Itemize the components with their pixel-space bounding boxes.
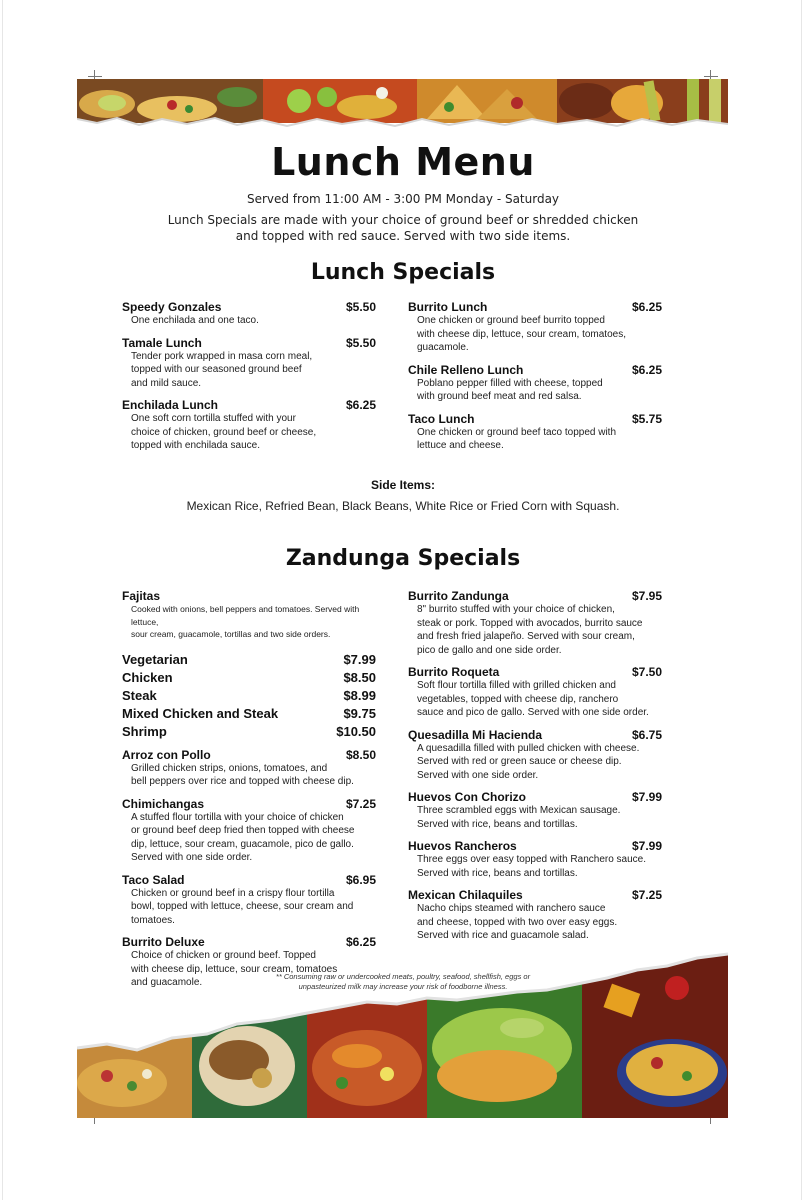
- menu-item-header: [408, 412, 662, 426]
- description-line: and fresh fried jalapeño. Served with sour cream,: [417, 631, 635, 642]
- description-line: One chicken or ground beef burrito topped: [417, 315, 605, 326]
- menu-item-header: [408, 839, 662, 853]
- menu-item-description: [122, 314, 376, 328]
- description-line: sauce and pico de gallo. Served with one side order.: [417, 707, 649, 718]
- description-line: Nacho chips steamed with ranchero sauce: [417, 903, 606, 914]
- menu-item-price: $5.75: [631, 411, 662, 426]
- menu-item: [408, 589, 662, 657]
- fajita-option-name: Shrimp: [122, 724, 167, 740]
- menu-item-description: [122, 350, 376, 391]
- menu-item-description: [408, 603, 662, 657]
- menu-item-price: $6.25: [345, 398, 376, 412]
- fajitas-name: Fajitas: [122, 589, 161, 603]
- description-line: Three scrambled eggs with Mexican sausage.: [417, 805, 621, 816]
- menu-item-name: Quesadilla Mi Hacienda: [408, 727, 543, 742]
- menu-item: [122, 398, 376, 453]
- menu-item-name: Burrito Roqueta: [408, 665, 500, 679]
- menu-item-header: [408, 589, 662, 603]
- menu-item-price: $6.25: [631, 300, 662, 314]
- description-line: dip, lettuce, sour cream, guacamole, pico de gallo.: [131, 838, 354, 850]
- menu-item: [122, 300, 376, 328]
- menu-item-name: Burrito Zandunga: [408, 589, 509, 603]
- description-line: guacamole.: [417, 342, 469, 353]
- description-line: Served with rice and guacamole salad.: [417, 930, 589, 941]
- intro-line-2: and topped with red sauce. Served with two side items.: [235, 229, 571, 243]
- description-line: bell peppers over rice and topped with cheese dip.: [131, 776, 354, 788]
- menu-item-name: Burrito Lunch: [408, 300, 488, 314]
- menu-item: [408, 363, 662, 404]
- menu-item-price: $7.99: [631, 839, 662, 853]
- menu-item-price: $5.50: [345, 300, 376, 314]
- menu-item-price: $7.95: [631, 589, 662, 603]
- menu-item-header: [122, 935, 376, 949]
- description-line: pico de gallo and one side order.: [417, 644, 562, 656]
- description-line: A stuffed flour tortilla with your choice of chicken: [131, 811, 344, 823]
- description-line: Tender pork wrapped in masa corn meal,: [131, 350, 313, 362]
- fajita-option-name: Mixed Chicken and Steak: [122, 706, 279, 722]
- fajita-option-row: [122, 705, 376, 723]
- menu-item-header: [122, 398, 376, 412]
- menu-item-name: Arroz con Pollo: [122, 747, 211, 762]
- menu-item-description: [408, 742, 662, 783]
- fajita-option-name: Steak: [122, 687, 157, 703]
- menu-item-header: [122, 748, 376, 762]
- description-line: steak or pork. Topped with avocados, burrito sauce: [417, 617, 643, 629]
- menu-item-header: [408, 363, 662, 377]
- description-line: with ground beef meat and red salsa.: [417, 391, 582, 402]
- menu-item-name: Speedy Gonzales: [122, 300, 222, 314]
- menu-item-description: [408, 804, 662, 831]
- intro-line-1: Lunch Specials are made with your choice of ground beef or shredded chicken: [167, 213, 639, 227]
- fajitas-options: [122, 651, 376, 742]
- fajita-option-price: $7.99: [343, 651, 376, 667]
- menu-item-name: Chile Relleno Lunch: [408, 362, 524, 377]
- fajita-option-price: $8.99: [343, 687, 376, 703]
- menu-item: [408, 790, 662, 831]
- fajita-option-name: Chicken: [122, 669, 173, 685]
- menu-item-name: Tamale Lunch: [122, 335, 202, 350]
- description-line: Three eggs over easy topped with Ranchero sauce.: [417, 854, 647, 865]
- description-line: topped with our seasoned ground beef: [131, 364, 302, 375]
- menu-item-name: Burrito Deluxe: [122, 935, 205, 950]
- description-line: 8" burrito stuffed with your choice of chicken,: [417, 604, 615, 615]
- menu-item-price: $6.95: [345, 872, 376, 887]
- side-items-title: Side Items:: [370, 478, 436, 492]
- description-line: Served with one side order.: [417, 769, 539, 781]
- menu-item-description: [122, 811, 376, 865]
- menu-item-description: [408, 902, 662, 943]
- menu-item-header: [122, 873, 376, 887]
- menu-item: [122, 748, 376, 789]
- description-line: Served with rice, beans and tortillas.: [417, 867, 578, 879]
- menu-item-name: Huevos Rancheros: [408, 839, 517, 853]
- description-line: Served with red or green sauce or cheese dip.: [417, 756, 622, 767]
- description-line: Served with one side order.: [131, 852, 253, 864]
- menu-item-header: [408, 300, 662, 314]
- menu-item: [122, 873, 376, 928]
- menu-item-name: Taco Salad: [122, 872, 185, 887]
- food-photo-strip-top: [77, 79, 728, 133]
- menu-item: [408, 300, 662, 355]
- menu-item: [408, 839, 662, 880]
- menu-item-header: [122, 336, 376, 350]
- menu-item-header: [408, 888, 662, 902]
- fajita-option-row: [122, 669, 376, 687]
- description-line: vegetables, topped with cheese dip, ranchero: [417, 693, 619, 705]
- description-line: One enchilada and one taco.: [131, 315, 259, 326]
- menu-item-description: [408, 426, 662, 453]
- description-line: or ground beef deep fried then topped with cheese: [131, 825, 355, 837]
- menu-item-header: [408, 665, 662, 679]
- description-line: Soft flour tortilla filled with grilled chicken and: [417, 680, 616, 691]
- description-line: One soft corn tortilla stuffed with your: [131, 413, 296, 424]
- menu-item-header: [408, 728, 662, 742]
- menu-item: [408, 412, 662, 453]
- description-line: with cheese dip, lettuce, sour cream, tomatoes,: [417, 328, 626, 340]
- menu-item-description: [122, 412, 376, 453]
- menu-item: [408, 665, 662, 720]
- description-line: Choice of chicken or ground beef. Topped: [131, 950, 316, 962]
- menu-item: [122, 336, 376, 391]
- menu-item-price: $5.50: [345, 335, 376, 350]
- menu-item-name: Huevos Con Chorizo: [408, 790, 527, 804]
- menu-item-header: [122, 300, 376, 314]
- description-line: One chicken or ground beef taco topped with: [417, 426, 617, 438]
- description-line: A quesadilla filled with pulled chicken with cheese.: [417, 742, 640, 754]
- description-line: and cheese, topped with two over easy eggs.: [417, 916, 618, 928]
- menu-item-description: [408, 314, 662, 355]
- top-food-banner: [77, 79, 728, 133]
- side-items-text: Mexican Rice, Refried Bean, Black Beans, White Rice or Fried Corn with Squash.: [186, 499, 620, 513]
- description-line: Chicken or ground beef in a crispy flour tortilla: [131, 887, 335, 899]
- description-line: lettuce and cheese.: [417, 440, 504, 451]
- menu-item-name: Chimichangas: [122, 796, 205, 811]
- food-safety-disclaimer: ** Consuming raw or undercooked meats, poultry, seafood, shellfish, eggs or unpasteurized milk may increase your risk of foodborne illness.: [275, 972, 531, 991]
- description-line: Grilled chicken strips, onions, tomatoes, and: [131, 762, 328, 774]
- menu-item-description: [122, 762, 376, 789]
- description-line: bowl, topped with lettuce, cheese, sour cream and: [131, 901, 354, 913]
- food-photo-strip-bottom: [77, 948, 728, 1118]
- menu-item-header: [408, 790, 662, 804]
- menu-item-price: $6.25: [631, 362, 662, 377]
- lunch-specials-left-column: [122, 300, 376, 461]
- fajita-option-name: Vegetarian: [122, 651, 188, 667]
- description-line: and mild sauce.: [131, 377, 202, 389]
- menu-item-price: $6.25: [345, 935, 376, 950]
- menu-item-description: [408, 377, 662, 404]
- served-hours: Served from 11:00 AM - 3:00 PM Monday - Saturday: [246, 192, 560, 206]
- menu-item-name: Mexican Chilaquiles: [408, 888, 523, 902]
- lunch-specials-heading: Lunch Specials: [310, 260, 496, 285]
- menu-title: Lunch Menu: [271, 140, 535, 184]
- fajitas-description: Cooked with onions, bell peppers and tomatoes. Served with lettuce, sour cream, guacamole, tortillas and two side orders.: [131, 604, 360, 639]
- zandunga-specials-heading: Zandunga Specials: [285, 546, 521, 571]
- description-line: Served with rice, beans and tortillas.: [417, 818, 578, 830]
- fajita-option-row: [122, 687, 376, 705]
- description-line: and guacamole.: [131, 977, 203, 989]
- menu-item: [408, 728, 662, 783]
- menu-item: [122, 797, 376, 865]
- fajita-option-row: [122, 723, 376, 741]
- menu-item-description: [122, 887, 376, 928]
- menu-item-price: $6.75: [631, 727, 662, 742]
- menu-item-name: Taco Lunch: [408, 411, 475, 426]
- fajita-option-price: $10.50: [336, 724, 376, 740]
- menu-item-price: $7.25: [345, 796, 376, 811]
- description-line: Poblano pepper filled with cheese, topped: [417, 377, 603, 389]
- description-line: choice of chicken, ground beef or cheese,: [131, 426, 317, 438]
- description-line: tomatoes.: [131, 914, 175, 926]
- zandunga-left-column: [122, 589, 376, 998]
- description-line: topped with enchilada sauce.: [131, 440, 260, 451]
- fajita-option-price: $9.75: [343, 706, 376, 722]
- menu-item-price: $7.50: [631, 665, 662, 679]
- lunch-specials-right-column: [408, 300, 662, 461]
- zandunga-right-column: [408, 589, 662, 951]
- description-line: with cheese dip, lettuce, sour cream, tomatoes: [131, 963, 338, 975]
- menu-item: [408, 888, 662, 943]
- menu-item-description: [408, 679, 662, 720]
- menu-item-price: $7.25: [631, 888, 662, 902]
- menu-item-header: [122, 797, 376, 811]
- bottom-food-banner: [77, 948, 728, 1118]
- fajita-option-price: $8.50: [343, 669, 376, 685]
- menu-item-price: $8.50: [345, 747, 376, 762]
- menu-item-name: Enchilada Lunch: [122, 398, 219, 412]
- menu-item-description: [408, 853, 662, 880]
- menu-item-price: $7.99: [631, 790, 662, 804]
- fajita-option-row: [122, 651, 376, 669]
